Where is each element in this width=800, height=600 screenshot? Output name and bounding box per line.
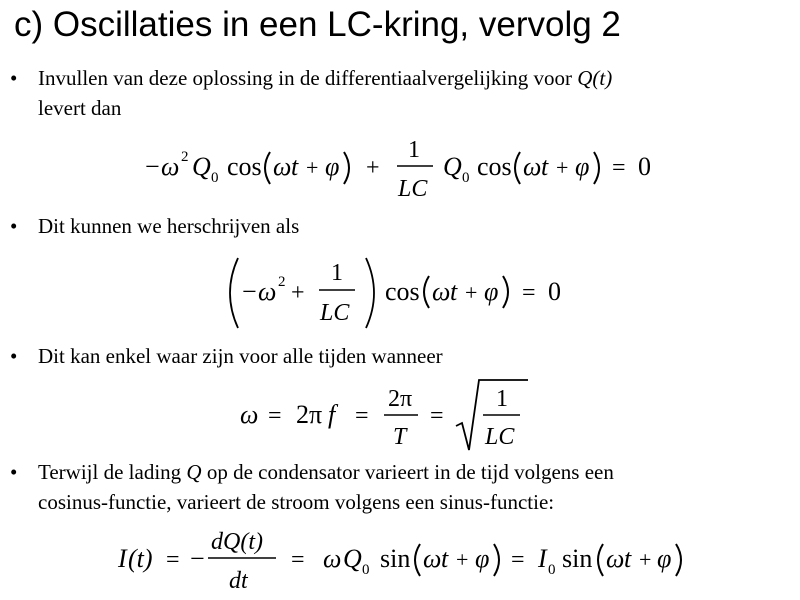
eq4-t2: t	[624, 544, 632, 573]
math-Q: Q	[186, 460, 202, 484]
bullet-1-text: Invullen van deze oplossing in de differentiaalvergelijking voor	[38, 66, 578, 90]
eq2-plus2: +	[465, 280, 478, 305]
bullet-3	[10, 342, 790, 372]
eq2-one: 1	[331, 260, 343, 286]
eq4-Q: Q	[343, 544, 362, 573]
bullet-icon: •	[10, 66, 18, 90]
eq4-phi: φ	[475, 544, 490, 573]
eq2-phi: φ	[484, 277, 499, 306]
eq3-f: f	[328, 400, 336, 429]
bullet-1	[10, 64, 790, 124]
bullet-2	[10, 212, 790, 242]
eq1-phi: φ	[325, 152, 340, 181]
eq4-sub0: 0	[362, 562, 370, 578]
eq4-omega: ω	[323, 544, 342, 573]
eq4-I0-sub: 0	[548, 562, 556, 578]
eq3-equals3: =	[430, 403, 444, 429]
bullet-4-text-post: op de condensator varieert in de tijd volgens een	[201, 460, 614, 484]
eq4-I: I	[118, 544, 127, 573]
bullet-4	[10, 458, 790, 518]
eq2-zero: 0	[548, 277, 561, 306]
eq4-phi2: φ	[657, 544, 672, 573]
bullet-3-text: Dit kan enkel waar zijn voor alle tijden wanneer	[38, 344, 443, 368]
page-title: c) Oscillaties in een LC-kring, vervolg 2	[14, 5, 621, 44]
eq3-two-pi: 2π	[296, 400, 323, 429]
bullet-icon: •	[10, 460, 18, 484]
eq3-one: 1	[496, 386, 508, 412]
bullet-1-line-1	[38, 64, 612, 92]
eq4-t-paren: (t)	[128, 544, 153, 573]
eq4-sin2: sin	[562, 544, 593, 573]
eq1-sub0: 0	[211, 170, 219, 186]
equation-1	[0, 130, 800, 205]
eq3-LC: LC	[485, 424, 515, 450]
eq4-t: t	[441, 544, 449, 573]
eq4-plus: +	[456, 547, 469, 572]
eq4-omega3: ω	[606, 544, 625, 573]
bullet-1-line-2: levert dan	[38, 96, 122, 120]
eq1-omega2: ω	[273, 152, 292, 181]
eq1-Q2: Q	[443, 152, 462, 181]
eq1-omega3: ω	[523, 152, 542, 181]
eq1-LC: LC	[398, 176, 428, 202]
eq1-sub0-2: 0	[462, 170, 470, 186]
eq3-omega: ω	[240, 400, 259, 429]
eq4-minus: −	[190, 544, 205, 573]
eq1-omega: ω	[161, 152, 180, 181]
eq1-sq: 2	[181, 149, 189, 165]
bullet-icon: •	[10, 214, 18, 238]
bullet-4-line-1	[38, 458, 614, 486]
eq3-equals2: =	[355, 403, 369, 429]
bullet-4-line-2: cosinus-functie, varieert de stroom volgens een sinus-functie:	[38, 490, 555, 514]
eq2-LC: LC	[320, 300, 350, 326]
eq2-sq: 2	[278, 274, 286, 290]
eq1-phi2: φ	[575, 152, 590, 181]
eq3-two-pi-num: 2π	[388, 386, 413, 412]
equation-4	[0, 525, 800, 600]
eq1-cos: cos	[227, 152, 262, 181]
eq4-dQt: dQ(t)	[211, 529, 263, 555]
eq3-T: T	[393, 424, 407, 450]
eq4-sin: sin	[380, 544, 411, 573]
equation-3	[0, 376, 800, 456]
eq4-equals: =	[166, 547, 180, 573]
bullet-2-text: Dit kunnen we herschrijven als	[38, 214, 300, 238]
eq1-zero: 0	[638, 152, 651, 181]
eq2-t: t	[450, 277, 458, 306]
eq1-plus: +	[306, 155, 319, 180]
eq1-plus3: +	[556, 155, 569, 180]
eq1-Q: Q	[192, 152, 211, 181]
eq4-dt: dt	[229, 568, 248, 594]
eq1-plus2: +	[366, 155, 380, 181]
eq3-equals: =	[268, 403, 282, 429]
eq1-cos2: cos	[477, 152, 512, 181]
eq4-plus2: +	[639, 547, 652, 572]
eq2-minus: −	[242, 277, 257, 306]
eq4-equals3: =	[511, 547, 525, 573]
eq2-plus: +	[291, 280, 305, 306]
eq1-t: t	[291, 152, 299, 181]
eq2-omega2: ω	[432, 277, 451, 306]
eq4-omega2: ω	[423, 544, 442, 573]
eq1-one: 1	[408, 137, 420, 163]
equation-2	[0, 248, 800, 338]
math-paren-t: (t)	[592, 66, 613, 90]
eq2-cos: cos	[385, 277, 420, 306]
bullet-4-text-pre: Terwijl de lading	[38, 460, 187, 484]
eq1-minus: −	[145, 152, 160, 181]
bullet-icon: •	[10, 344, 18, 368]
eq1-equals: =	[612, 155, 626, 181]
eq1-t2: t	[541, 152, 549, 181]
eq2-equals: =	[522, 280, 536, 306]
math-Q: Q	[577, 66, 593, 90]
eq4-equals2: =	[291, 547, 305, 573]
eq2-omega: ω	[258, 277, 277, 306]
eq4-I0: I	[538, 544, 547, 573]
